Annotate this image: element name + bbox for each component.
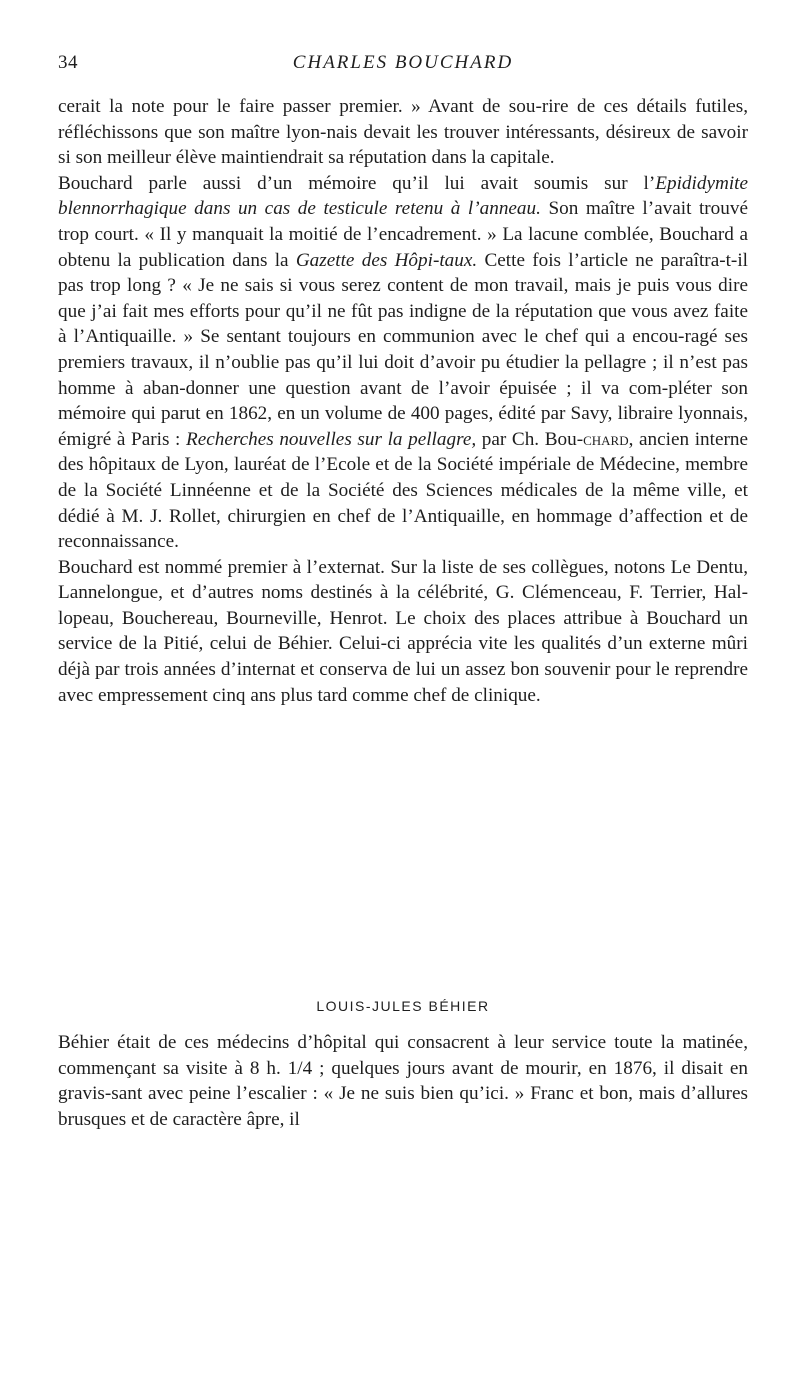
text-run: cerait la note pour le faire passer premier. » Avant de sou-rire de ces détails futiles, réfléchissons que son maître lyon-nais devait les trouver intéressants, désireux de savoir si son meilleur élève maintiendrait sa réputation dans la capitale. (58, 96, 748, 169)
text-run: Bouchard parle aussi d’un mémoire qu’il lui avait soumis sur (58, 172, 644, 194)
text-run: Son maître l’avait trouvé trop court. « Il y manquait la moitié de l’encadrement. » La lacune comblée, Bouchard a obtenu la publication dans la (58, 198, 748, 271)
italic-text: Gazette des Hôpi-taux. (295, 249, 478, 271)
paragraph (58, 171, 748, 555)
section-heading: LOUIS-JULES BÉHIER (316, 998, 490, 1014)
page-number: 34 (58, 52, 78, 73)
text-run: Bouchard est nommé premier à l’externat. Sur la liste de ses collègues, notons Le Dentu, Lannelongue, et d’autres noms destinés à la célébrité, G. Clémenceau, F. Terrier, Hal-lopeau, Bouchereau, Bourneville, Henrot. Le choix des places attribue à Bouchard un service de la Pitié, celui de Béhier. Celui-ci apprécia vite les qualités d’un externe mûri déjà par trois années d’internat et conserva de lui un assez bon souvenir pour le reprendre avec empressement cinq ans plus tard comme chef de clinique. (58, 556, 748, 706)
text-run: par Ch. Bou- (476, 428, 584, 450)
paragraph (58, 94, 748, 171)
body-text (58, 94, 748, 708)
paragraph (58, 555, 748, 709)
body-text-continued (58, 1030, 748, 1132)
text-run: l’ (643, 172, 656, 194)
text-run: Béhier était de ces médecins d’hôpital qui consacrent à leur service toute la matinée, commençant sa visite à 8 h. 1/4 ; quelques jours avant de mourir, en 1876, il disait en gravis-sant avec peine l’escalier : « Je ne suis bien qu’ici. » Franc et bon, mais d’allures brusques et de caractère âpre, il (58, 1032, 748, 1130)
running-head (58, 52, 748, 82)
text-run: Cette fois l’article ne paraîtra-t-il pas trop long ? « Je ne sais si vous serez content de mon travail, mais je puis vous dire que j’ai fait mes efforts pour qu’il ne fût pas indigne de la réputation que vous avez faite à l’Antiquaille. » Se sentant toujours en communion avec le chef qui a encou-ragé ses premiers travaux, il n’oublie pas qu’il lui doit d’avoir pu étudier la pellagre ; il n’est pas homme à aban-donner une question avant de l’avoir épuisée ; il va com-pléter son mémoire qui parut en 1862, en un volume de 400 pages, édité par Savy, libraire lyonnais, émigré à Paris : (58, 249, 748, 450)
running-title: CHARLES BOUCHARD (292, 52, 514, 73)
text-run: , ancien interne des hôpitaux de Lyon, lauréat de l’Ecole et de la Société impériale de Médecine, membre de la Société Linnéenne et de la Société des Sciences médicales de la même ville, et dédié à M. J. Rollet, chirurgien en chef de l’Antiquaille, en hommage d’affection et de reconnaissance. (58, 428, 748, 553)
smallcaps-text: chard (583, 428, 629, 450)
italic-text: Recherches nouvelles sur la pellagre, (186, 428, 477, 450)
italic-text: Epididymite blennorrhagique dans un cas de testicule retenu à l’anneau. (58, 172, 748, 220)
paragraph (58, 1030, 748, 1132)
